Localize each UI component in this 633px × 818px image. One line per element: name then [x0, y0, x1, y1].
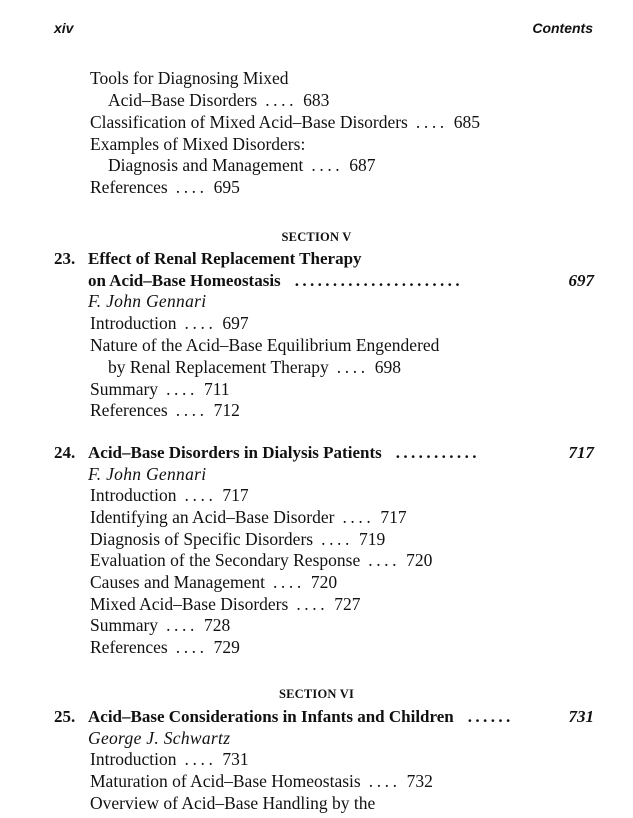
dot-leader: .... [311, 155, 344, 175]
entry-page: 719 [359, 529, 386, 549]
toc-entry[interactable] [90, 507, 407, 528]
entry-text: Summary [90, 379, 159, 399]
chapter-page: 717 [568, 443, 594, 462]
entry-text: References [90, 637, 168, 657]
dot-leader: .... [166, 615, 198, 635]
entry-text: Evaluation of the Secondary Response [90, 550, 361, 570]
chapter-title-wrap [88, 706, 514, 727]
entry-text: Diagnosis and Management [108, 155, 304, 175]
chapter-number: 25. [54, 707, 76, 726]
page-number: xiv [54, 20, 74, 36]
toc-entry[interactable] [90, 112, 480, 133]
entry-text: Acid–Base Disorders [108, 90, 258, 110]
toc-entry[interactable] [90, 335, 439, 356]
dot-leader: .... [175, 400, 208, 420]
toc-entry[interactable] [90, 134, 305, 155]
dot-leader: .... [296, 594, 329, 614]
chapter-title: Acid–Base Considerations in Infants and Children [88, 707, 454, 726]
entry-text: Maturation of Acid–Base Homeostasis [90, 771, 361, 791]
dot-leader: .... [321, 529, 353, 549]
toc-entry[interactable] [90, 379, 230, 400]
dot-leader: ........... [395, 443, 480, 462]
entry-page: 729 [213, 637, 240, 657]
chapter-title: Effect of Renal Replacement Therapy [88, 249, 362, 268]
entry-text: by Renal Replacement Therapy [108, 357, 329, 377]
dot-leader: ...... [467, 707, 514, 726]
chapter-page: 731 [568, 707, 594, 726]
entry-page: 717 [380, 507, 407, 527]
entry-text: Introduction [90, 313, 177, 333]
entry-text: Causes and Management [90, 572, 265, 592]
entry-page: 695 [213, 177, 240, 197]
chapter-number: 24. [54, 443, 76, 462]
chapter-author: George J. Schwartz [88, 728, 231, 748]
toc-entry[interactable] [90, 313, 249, 334]
toc-entry[interactable] [108, 155, 376, 176]
toc-entry[interactable] [90, 637, 240, 658]
entry-page: 687 [349, 155, 376, 175]
chapter-title-wrap [88, 442, 480, 463]
chapter-title: Acid–Base Disorders in Dialysis Patients [88, 443, 382, 462]
dot-leader: .... [184, 313, 217, 333]
toc-entry[interactable] [90, 594, 360, 615]
entry-page: 727 [334, 594, 361, 614]
entry-page: 698 [374, 357, 401, 377]
entry-page: 731 [222, 749, 249, 769]
toc-entry[interactable] [90, 485, 249, 506]
toc-entry[interactable] [90, 771, 433, 792]
entry-text: Examples of Mixed Disorders: [90, 134, 306, 154]
toc-entry[interactable] [90, 793, 375, 814]
dot-leader: .... [368, 550, 401, 570]
entry-text: Mixed Acid–Base Disorders [90, 594, 289, 614]
chapter-title: on Acid–Base Homeostasis [88, 271, 281, 290]
entry-page: 683 [303, 90, 330, 110]
toc-entry[interactable] [90, 68, 289, 89]
entry-text: Overview of Acid–Base Handling by the [90, 793, 376, 813]
toc-entry[interactable] [108, 357, 401, 378]
running-title: Contents [532, 20, 593, 36]
entry-page: 685 [453, 112, 481, 132]
dot-leader: .... [272, 572, 305, 592]
entry-page: 711 [203, 379, 230, 399]
dot-leader: ...................... [294, 271, 463, 290]
dot-leader: .... [184, 749, 217, 769]
toc-entry[interactable] [90, 550, 432, 571]
section-heading: SECTION V [281, 230, 352, 244]
entry-page: 697 [222, 313, 249, 333]
entry-text: Introduction [90, 749, 177, 769]
chapter-number: 23. [54, 249, 76, 268]
chapter-author: F. John Gennari [88, 464, 207, 484]
toc-entry[interactable] [90, 529, 385, 550]
entry-text: Diagnosis of Specific Disorders [90, 529, 314, 549]
entry-page: 712 [213, 400, 240, 420]
dot-leader: .... [166, 379, 198, 399]
chapter-author: F. John Gennari [88, 291, 207, 311]
entry-text: Nature of the Acid–Base Equilibrium Engendered [90, 335, 440, 355]
entry-page: 728 [203, 615, 231, 635]
toc-entry[interactable] [90, 615, 230, 636]
dot-leader: .... [265, 90, 298, 110]
entry-page: 720 [310, 572, 338, 592]
dot-leader: .... [175, 177, 208, 197]
toc-entry[interactable] [90, 749, 249, 770]
dot-leader: .... [184, 485, 217, 505]
entry-page: 717 [222, 485, 249, 505]
entry-text: References [90, 177, 168, 197]
entry-page: 720 [406, 550, 433, 570]
toc-entry[interactable] [90, 177, 240, 198]
dot-leader: .... [415, 112, 448, 132]
entry-page: 732 [406, 771, 433, 791]
toc-entry[interactable] [90, 400, 240, 421]
entry-text: Tools for Diagnosing Mixed [90, 68, 289, 88]
section-heading: SECTION VI [278, 687, 355, 701]
toc-entry[interactable] [108, 90, 329, 111]
dot-leader: .... [336, 357, 369, 377]
entry-text: Identifying an Acid–Base Disorder [90, 507, 335, 527]
dot-leader: .... [342, 507, 375, 527]
dot-leader: .... [368, 771, 401, 791]
entry-text: Classification of Mixed Acid–Base Disorders [90, 112, 408, 132]
chapter-page: 697 [568, 271, 594, 290]
entry-text: References [90, 400, 168, 420]
chapter-title-cont [88, 270, 463, 291]
entry-text: Summary [90, 615, 159, 635]
entry-text: Introduction [90, 485, 177, 505]
toc-entry[interactable] [90, 572, 337, 593]
dot-leader: .... [175, 637, 208, 657]
